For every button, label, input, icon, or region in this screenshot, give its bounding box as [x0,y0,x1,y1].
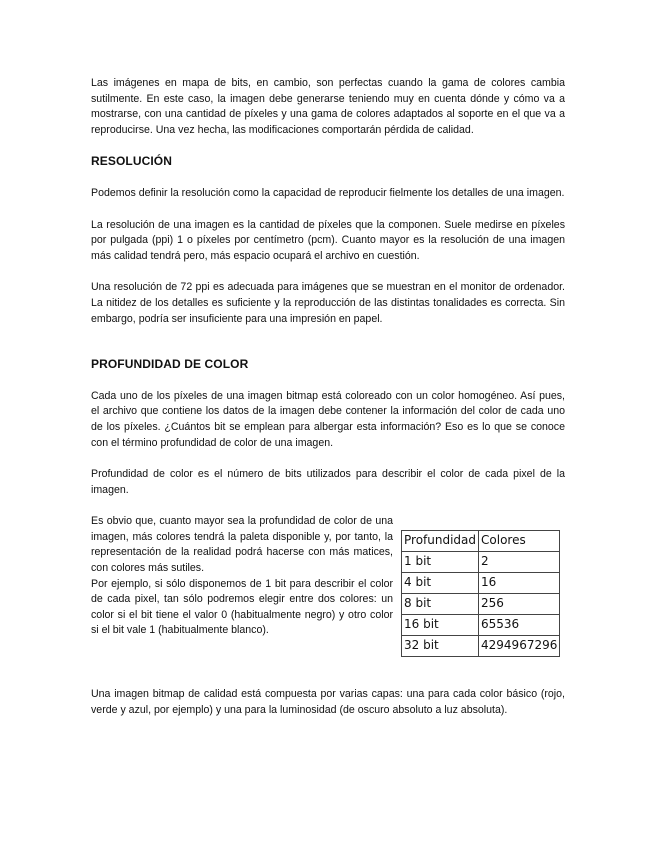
table-cell: 256 [479,594,560,615]
table-cell: 16 bit [402,615,479,636]
table-cell: 16 [479,573,560,594]
table-row [402,573,560,594]
table-row [402,636,560,657]
table-row [402,615,560,636]
table-header-cell: Colores [479,531,560,552]
heading-profundidad-de-color: PROFUNDIDAD DE COLOR [91,357,249,372]
table-header-cell: Profundidad [402,531,479,552]
paragraph-resolution-units: La resolución de una imagen es la cantidad de píxeles que la componen. Suele medirse en píxeles por pulgada (ppi) 1 o píxeles por centímetro (pcm). Cuanto mayor es la resolución de una imagen más calidad tendrá pero, más espacio ocupará el archivo en cuestión. [91,218,565,262]
depth-section [91,514,565,657]
paragraph-layers: Una imagen bitmap de calidad está compuesta por varias capas: una para cada color básico (rojo, verde y azul, por ejemplo) y una para la luminosidad (de oscuro absoluto a luz absoluta). [91,688,565,716]
table-header-row [402,531,560,552]
paragraph-resolution-definition: Podemos definir la resolución como la capacidad de reproducir fielmente los detalles de una imagen. [91,186,565,199]
paragraph-pixel-color: Cada uno de los píxeles de una imagen bitmap está coloreado con un color homogéneo. Así pues, el archivo que contiene los datos de la imagen debe contener la información del color de cada uno de los píxeles. ¿Cuántos bit se emplean para albergar esta información? Eso es lo que se conoce con el término profundidad de color de una imagen. [91,389,565,449]
table-cell: 1 bit [402,552,479,573]
depth-table-wrapper [401,530,565,657]
paragraph-1bit-example: Por ejemplo, si sólo disponemos de 1 bit para describir el color de cada pixel, tan sólo podremos elegir entre dos colores: un color si el bit tiene el valor 0 (habitualmente negro) y otro color si el bit vale 1 (habitualmente blanco). [91,577,393,637]
paragraph-depth-definition: Profundidad de color es el número de bits utilizados para describir el color de cada pixel de la imagen. [91,468,565,496]
table-cell: 2 [479,552,560,573]
table-cell: 4294967296 [479,636,560,657]
table-cell: 32 bit [402,636,479,657]
paragraph-72ppi: Una resolución de 72 ppi es adecuada para imágenes que se muestran en el monitor de ordenador. La nitidez de los detalles es suficiente y la reproducción de las distintas tonalidades es correcta. Sin embargo, podría ser insuficiente para una impresión en papel. [91,281,565,325]
table-cell: 8 bit [402,594,479,615]
table-row [402,552,560,573]
depth-colors-table [401,530,560,657]
heading-resolucion: RESOLUCIÓN [91,154,173,169]
table-cell: 65536 [479,615,560,636]
document-page [91,76,565,718]
paragraph-more-colors: Es obvio que, cuanto mayor sea la profundidad de color de una imagen, más colores tendrá la paleta disponible y, por tanto, la representación de la realidad podrá hacerse con más matices, con colores más sutiles. [91,515,393,575]
table-row [402,594,560,615]
paragraph-bitmap-intro: Las imágenes en mapa de bits, en cambio, son perfectas cuando la gama de colores cambia sutilmente. En este caso, la imagen debe generarse teniendo muy en cuenta dónde y cómo va a mostrarse, con una cantidad de píxeles y una gama de colores adaptados al soporte en el que va a reproducirse. Una vez hecha, las modificaciones comportarán pérdida de calidad. [91,77,565,136]
table-cell: 4 bit [402,573,479,594]
